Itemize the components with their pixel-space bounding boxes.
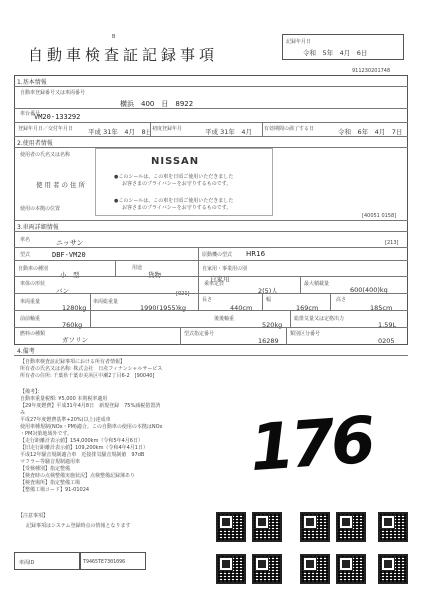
type-label: 自動車の種別 [18, 266, 49, 272]
note-line: 【検査場所】指定整備工場 [20, 480, 81, 486]
record-date: 令和 5年 4月 6日 [303, 49, 368, 57]
note-line: 自動車重量税額: ¥5,000 本則税率適用 [20, 396, 108, 402]
height-value: 185cm [370, 304, 393, 312]
owner-name-label: 使用者の氏名又は名称 [20, 152, 71, 158]
seal-text-3: ●このシールは、この車を日頃ご使用いただきました [114, 198, 234, 204]
note-line: 所有者の住所: 千葉県千葉市美浜区中瀬2丁目6-2 [90040] [20, 373, 155, 379]
qr-code-5 [378, 512, 408, 542]
note-line: 所有者の氏名又は名称: 株式会社 日産フィナンシャルサービス [20, 366, 163, 372]
note-line: 使用車種規制(NOx・PM)適合。この自動車の使用の本拠はNOx [20, 424, 163, 430]
vin-value: VM20-133292 [34, 113, 81, 121]
displacement-label: 総排気量又は定格出力 [294, 316, 345, 322]
purpose-label: 自家用・事業用の別 [202, 266, 248, 272]
handwritten-number: 176 [247, 403, 375, 487]
qr-code-8 [300, 554, 330, 584]
use-value: 貨物 [148, 271, 161, 279]
maker-value: ニッサン [56, 239, 84, 247]
front-axle-label: 前前軸重 [20, 316, 41, 322]
qr-code-3 [300, 512, 330, 542]
qr-code-7 [252, 554, 282, 584]
seal-text-2: お客さまのプライバシーをお守りするものです。 [122, 181, 232, 187]
vehicle-id-box [14, 552, 80, 570]
gross-value: 1990(1955)kg [140, 304, 187, 312]
rear-axle-value: 520kg [262, 321, 283, 329]
first-reg-label: 登録年月日／交付年月日 [18, 126, 74, 132]
gross-label: 車両総重量 [93, 299, 119, 305]
record-date-box [282, 34, 404, 60]
class-value: 0205 [378, 337, 395, 345]
reg-label: 自動車登録番号又は車両番号 [20, 90, 86, 96]
body-code: [021] [176, 291, 190, 297]
class-label: 類別区分番号 [290, 331, 321, 337]
footer-notes-label: 【注意事項】 [18, 513, 49, 519]
section-vehicle: 3.車両詳細情報 [17, 224, 59, 231]
use-label: 用途 [132, 265, 143, 271]
body-label: 車体の形状 [20, 281, 46, 287]
section-owner: 2.使用者情報 [17, 140, 53, 147]
cert-label: 型式指定番号 [184, 331, 215, 337]
body-value: バン [56, 287, 69, 295]
length-value: 440cm [230, 304, 253, 312]
vehicle-id-value: T9465TE7301096 [83, 559, 126, 565]
height-label: 高さ [336, 297, 347, 303]
vin-label: 車台番号 [20, 111, 41, 117]
form-mark: B [112, 34, 116, 40]
capacity-value: 2(5)人 [258, 287, 278, 295]
qr-code-2 [252, 512, 282, 542]
vehicle-id-value-box [80, 552, 146, 570]
qr-code-9 [336, 554, 366, 584]
cert-value: 16289 [258, 337, 279, 345]
note-line: 【走行距離計表示値】154,000km（令和5年4月6日） [20, 438, 143, 444]
purpose-value: 自家用 [210, 275, 230, 283]
record-date-label: 記録年月日 [286, 39, 312, 45]
seal-text-1: ●このシールは、この車を日頃ご使用いただきました [114, 174, 234, 180]
engine-value: HR16 [246, 250, 266, 258]
expiry-value: 令和 6年 4月 7日 [338, 128, 403, 136]
weight-label: 車両重量 [20, 299, 41, 305]
seal-code: [40051 0158] [362, 213, 397, 219]
note-line: み [20, 410, 26, 416]
document-title: 自動車検査証記録事項 [28, 46, 219, 64]
owner-address-label: 使用者の住所 [36, 181, 87, 189]
note-line: マフラー等騒音規制適用車 [20, 459, 81, 465]
nissan-logo: NISSAN [151, 156, 200, 167]
note-line: 【備考】： [20, 389, 43, 395]
note-line: 【検査時の点検整備実施状況】点検整備記録簿あり [20, 473, 136, 479]
fuel-label: 燃料の種類 [20, 331, 46, 337]
note-line: 平成12年騒音規制適合車 近接排気騒音規制値 97dB [20, 452, 145, 458]
first-reg-date-value: 平成 31年 4月 [205, 128, 252, 136]
qr-code-10 [378, 554, 408, 584]
model-value: DBF-VM20 [52, 251, 86, 259]
note-line: 【旧走行距離計表示値】109,200km（令和4年4月1日） [20, 445, 148, 451]
width-value: 169cm [296, 304, 319, 312]
length-label: 長さ [202, 297, 213, 303]
capacity-label: 乗車定員 [204, 281, 225, 287]
type-value: 小 型 [60, 271, 80, 279]
footer-notes-text: 記録事項はシステム登録時点の情報となります [26, 523, 131, 529]
note-line: 【自動車検査証記録事項における所有者情報】 [20, 359, 126, 365]
rear-axle-label: 後後軸重 [214, 316, 235, 322]
note-line: 【受検種別】指定整備 [20, 466, 71, 472]
first-reg-value: 平成 31年 4月 8日 [88, 128, 153, 136]
seal-text-4: お客さまのプライバシーをお守りするものです。 [122, 205, 232, 211]
note-line: 【29年度燃費】平成31年4月8日 新規登録 75%減税措置済 [20, 403, 161, 409]
weight-value: 1280kg [62, 304, 87, 312]
owner-base-label: 使用の本拠の位置 [20, 206, 61, 212]
qr-code-6 [216, 554, 246, 584]
max-load-value: 600(400)kg [350, 286, 388, 294]
engine-label: 原動機の型式 [202, 252, 233, 258]
qr-code-1 [216, 512, 246, 542]
section-basic: 1.基本情報 [17, 79, 47, 86]
model-label: 型式 [20, 252, 31, 258]
width-label: 幅 [266, 297, 272, 303]
vehicle-id-label: 車両ID [19, 560, 35, 566]
maker-code: [213] [385, 240, 399, 246]
note-line: 平成27年度燃費基準+20%(以上)達成車 [20, 417, 111, 423]
front-axle-value: 760kg [62, 321, 83, 329]
max-load-label: 最大積載量 [304, 281, 330, 287]
maker-label: 車名 [20, 237, 31, 243]
fuel-value: ガソリン [62, 336, 88, 344]
expiry-label: 有効期間の満了する日 [264, 126, 315, 132]
first-reg-date-label: 初度登録年月 [152, 126, 183, 132]
section-notes: 4.備考 [17, 348, 35, 355]
qr-code-4 [336, 512, 366, 542]
displacement-value: 1.59L [378, 321, 397, 329]
note-line: ・PM対策地域外です。 [20, 431, 72, 437]
privacy-seal [95, 148, 273, 216]
serial-number: 911230201748 [352, 68, 391, 74]
reg-value: 横浜 400 日 8922 [120, 100, 194, 108]
note-line: 【整備工場コード】91-01024 [20, 487, 90, 493]
